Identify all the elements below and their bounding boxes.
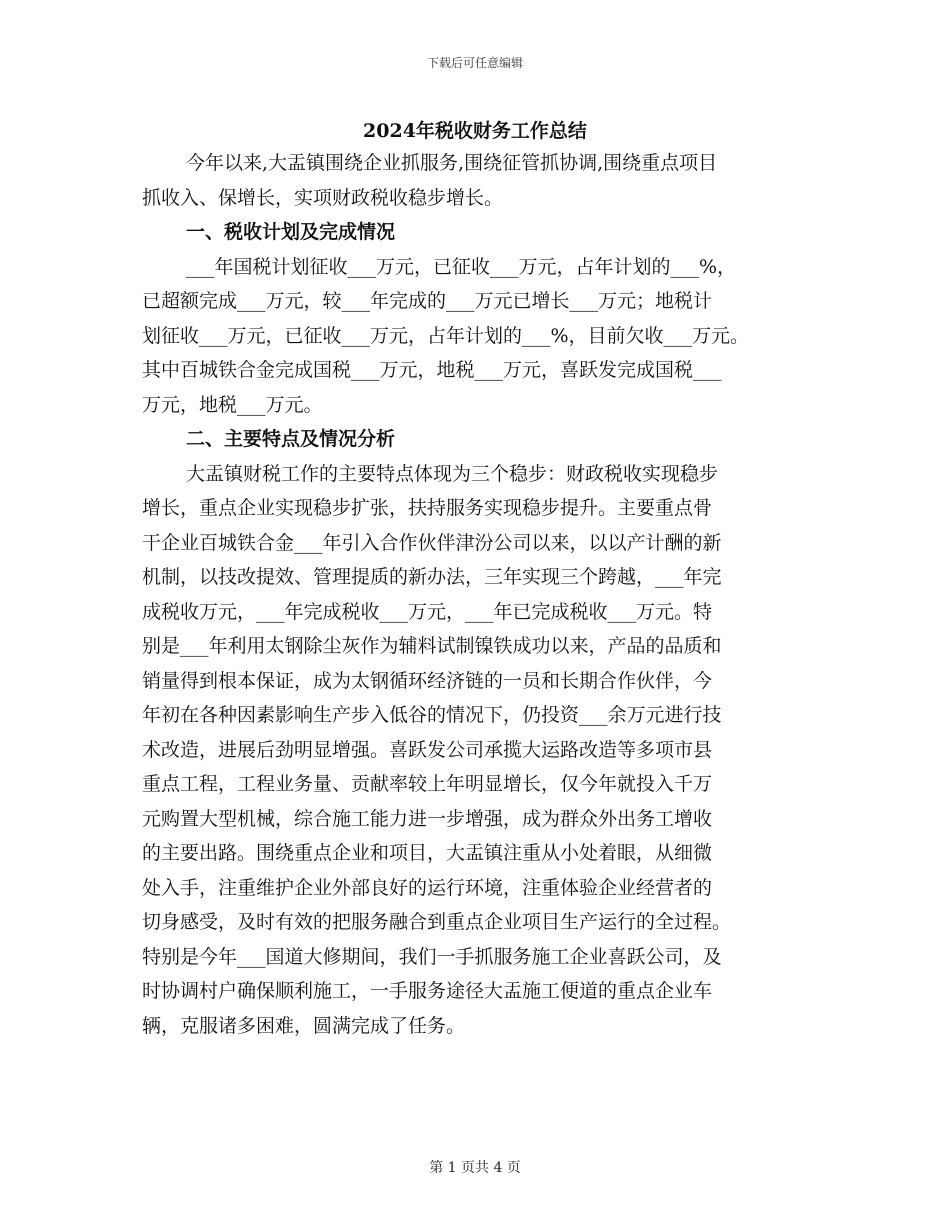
text-line: 抓收入、保增长，实项财政税收稳步增长。 [142,186,504,209]
text-line: 辆，克服诸多困难，圆满完成了任务。 [142,1014,466,1037]
text-line: 时协调村户确保顺利施工，一手服务途径大盂施工便道的重点企业车 [142,980,713,1002]
text-line: 处入手，注重维护企业外部良好的运行环境，注重体验企业经营者的 [142,876,713,899]
text-line: 干企业百城铁合金___年引入合作伙伴津汾公司以来，以以产计酬的新 [142,531,722,554]
section-heading: 二、主要特点及情况分析 [186,428,396,450]
text-line: 划征收___万元，已征收___万元，占年计划的___%，目前欠收___万元。 [142,324,750,347]
text-line: 增长，重点企业实现稳步扩张，扶持服务实现稳步提升。主要重点骨 [142,497,713,519]
text-line: 万元，地税___万元。 [142,393,323,416]
text-line: 别是___年利用太钢除尘灰作为辅料试制镍铁成功以来，产品的品质和 [142,635,722,657]
section-heading: 一、税收计划及完成情况 [186,221,396,243]
text-line: 机制，以技改提效、管理提质的新办法，三年实现三个跨越，___年完 [142,566,722,588]
text-line: 重点工程，工程业务量、贡献率较上年明显增长，仅今年就投入千万 [142,773,713,795]
page-header-note: 下载后可任意编辑 [426,56,523,70]
text-line: 切身感受，及时有效的把服务融合到重点企业项目生产运行的全过程。 [142,911,732,933]
page-footer: 第 1 页共 4 页 [429,1160,521,1176]
text-line: 大盂镇财税工作的主要特点体现为三个稳步：财政税收实现稳步 [186,462,719,485]
text-line: 今年以来,大盂镇围绕企业抓服务,围绕征管抓协调,围绕重点项目 [186,152,718,174]
text-line: 的主要出路。围绕重点企业和项目，大盂镇注重从小处着眼，从细微 [142,842,713,864]
text-line: 已超额完成___万元，较___年完成的___万元已增长___万元；地税计 [142,290,713,312]
text-line: 成税收万元，___年完成税收___万元，___年已完成税收___万元。特 [142,600,713,623]
text-line: 销量得到根本保证，成为太钢循环经济链的一员和长期合作伙伴，今 [142,669,713,692]
text-line: 特别是今年___国道大修期间，我们一手抓服务施工企业喜跃公司，及 [142,945,722,968]
text-line: ___年国税计划征收___万元，已征收___万元，占年计划的___%， [186,255,737,278]
text-line: 其中百城铁合金完成国税___万元，地税___万元，喜跃发完成国税___ [142,359,722,381]
document-title: 2024年税收财务工作总结 [363,120,587,142]
text-line: 术改造，进展后劲明显增强。喜跃发公司承揽大运路改造等多项市县 [142,738,713,761]
text-line: 年初在各种因素影响生产步入低谷的情况下，仍投资___余万元进行技 [142,704,722,726]
text-line: 元购置大型机械，综合施工能力进一步增强，成为群众外出务工增收 [142,807,713,830]
document-body [142,146,822,1043]
